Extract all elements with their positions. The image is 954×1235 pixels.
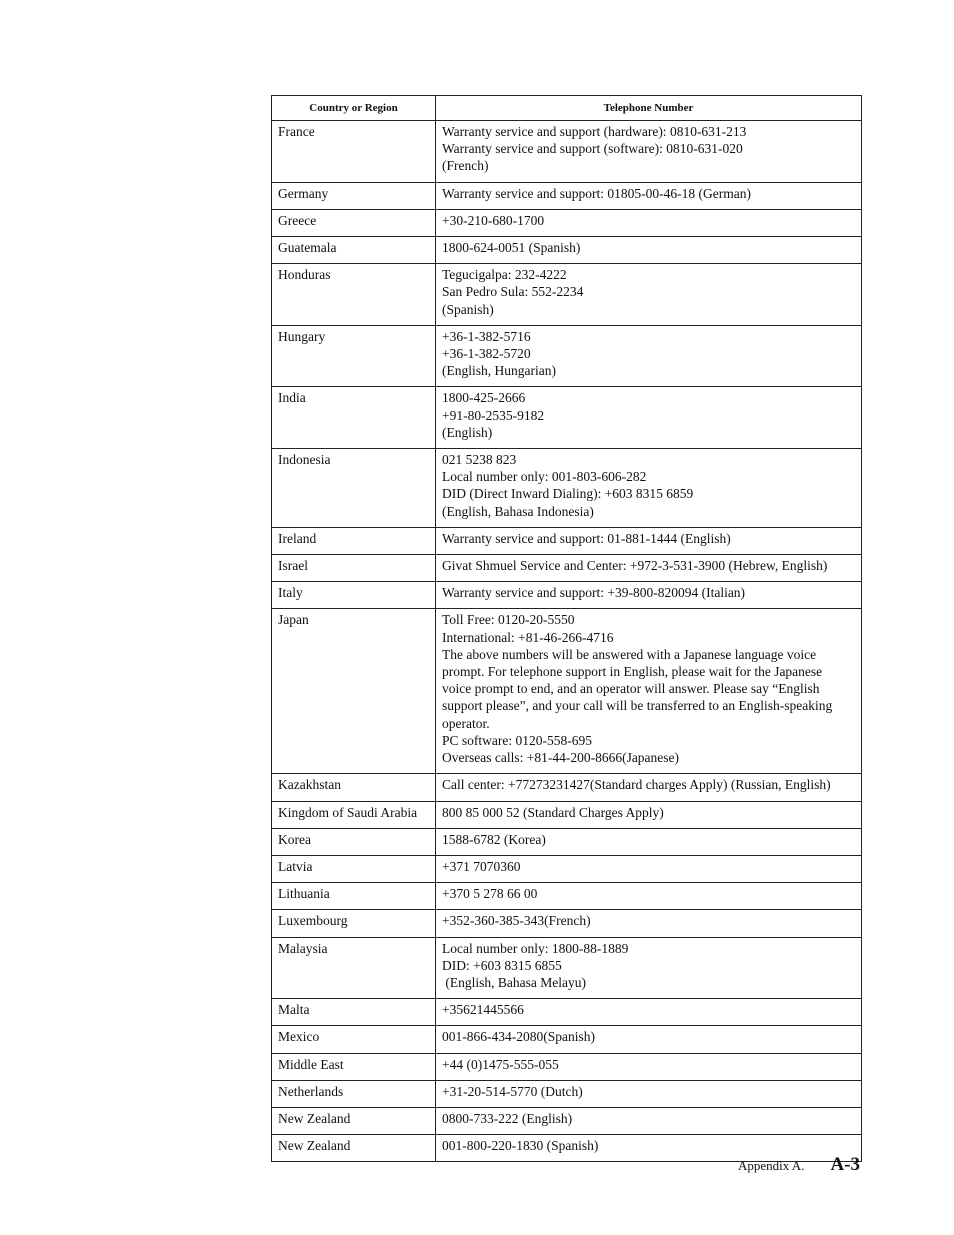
telephone-line: 1800-425-2666 <box>442 390 526 406</box>
telephone-cell <box>436 121 862 183</box>
country-cell: Ireland <box>272 527 436 554</box>
telephone-line: Warranty service and support: 01805-00-46-18 (German) <box>442 185 751 201</box>
telephone-line: support please”, and your call will be transferred to an English-speaking <box>442 698 833 714</box>
telephone-cell <box>436 582 862 609</box>
telephone-cell <box>436 828 862 855</box>
country-cell: Netherlands <box>272 1080 436 1107</box>
country-cell: Mexico <box>272 1026 436 1053</box>
header-country: Country or Region <box>272 96 436 121</box>
telephone-cell <box>436 387 862 449</box>
table-header <box>272 96 862 121</box>
telephone-line: +35621445566 <box>442 1002 524 1018</box>
telephone-cell <box>436 774 862 801</box>
table-row <box>272 1053 862 1080</box>
country-cell: Latvia <box>272 855 436 882</box>
telephone-cell <box>436 555 862 582</box>
table-row <box>272 999 862 1026</box>
telephone-line: DID (Direct Inward Dialing): +603 8315 6859 <box>442 486 694 502</box>
country-cell: France <box>272 121 436 183</box>
telephone-line: San Pedro Sula: 552-2234 <box>442 284 584 300</box>
telephone-cell <box>436 999 862 1026</box>
country-cell: Guatemala <box>272 237 436 264</box>
telephone-cell <box>436 209 862 236</box>
table-row <box>272 855 862 882</box>
telephone-line: voice prompt to end, and an operator will answer. Please say “English <box>442 681 820 697</box>
telephone-line: (English, Bahasa Indonesia) <box>442 503 594 519</box>
table-row <box>272 527 862 554</box>
telephone-line: +91-80-2535-9182 <box>442 407 545 423</box>
telephone-line: +352-360-385-343(French) <box>442 913 591 929</box>
country-cell: Malta <box>272 999 436 1026</box>
telephone-line: Givat Shmuel Service and Center: +972-3-531-3900 (Hebrew, English) <box>442 558 828 574</box>
telephone-cell <box>436 182 862 209</box>
telephone-line: prompt. For telephone support in English, please wait for the Japanese <box>442 664 823 680</box>
table-row <box>272 1026 862 1053</box>
telephone-cell <box>436 264 862 326</box>
country-cell: Germany <box>272 182 436 209</box>
country-cell: Indonesia <box>272 449 436 528</box>
telephone-line: Warranty service and support: 01-881-1444 (English) <box>442 530 731 546</box>
table-row <box>272 910 862 937</box>
telephone-cell <box>436 1026 862 1053</box>
telephone-line: +30-210-680-1700 <box>442 212 545 228</box>
telephone-cell <box>436 855 862 882</box>
telephone-cell <box>436 883 862 910</box>
country-cell: New Zealand <box>272 1135 436 1162</box>
telephone-line: operator. <box>442 715 490 731</box>
country-cell: India <box>272 387 436 449</box>
telephone-cell <box>436 609 862 774</box>
telephone-line: Local number only: 1800-88-1889 <box>442 940 629 956</box>
country-cell: Korea <box>272 828 436 855</box>
table-row <box>272 264 862 326</box>
country-cell: Middle East <box>272 1053 436 1080</box>
telephone-line: 0800-733-222 (English) <box>442 1110 573 1126</box>
country-cell: Hungary <box>272 325 436 387</box>
header-row <box>272 96 862 121</box>
table-row <box>272 1107 862 1134</box>
telephone-line: (French) <box>442 158 489 174</box>
telephone-line: 001-800-220-1830 (Spanish) <box>442 1138 599 1154</box>
page-footer <box>738 1154 860 1176</box>
telephone-cell <box>436 449 862 528</box>
telephone-line: +36-1-382-5716 <box>442 328 531 344</box>
telephone-line: Local number only: 001-803-606-282 <box>442 469 647 485</box>
telephone-cell <box>436 937 862 999</box>
telephone-line: 001-866-434-2080(Spanish) <box>442 1029 595 1045</box>
table-row <box>272 325 862 387</box>
country-cell: Israel <box>272 555 436 582</box>
telephone-line: Call center: +77273231427(Standard charges Apply) (Russian, English) <box>442 777 831 793</box>
table-row <box>272 582 862 609</box>
telephone-cell <box>436 325 862 387</box>
country-cell: New Zealand <box>272 1107 436 1134</box>
telephone-cell <box>436 910 862 937</box>
telephone-line: (English, Bahasa Melayu) <box>442 974 586 990</box>
country-cell: Malaysia <box>272 937 436 999</box>
telephone-line: +31-20-514-5770 (Dutch) <box>442 1083 583 1099</box>
table-row <box>272 387 862 449</box>
country-cell: Greece <box>272 209 436 236</box>
telephone-line: +36-1-382-5720 <box>442 346 531 362</box>
telephone-line: +44 (0)1475-555-055 <box>442 1056 559 1072</box>
country-cell: Kingdom of Saudi Arabia <box>272 801 436 828</box>
telephone-line: The above numbers will be answered with a Japanese language voice <box>442 646 817 662</box>
table-row <box>272 801 862 828</box>
table-body <box>272 121 862 1162</box>
table-row <box>272 883 862 910</box>
table-row <box>272 121 862 183</box>
telephone-cell <box>436 237 862 264</box>
country-cell: Lithuania <box>272 883 436 910</box>
telephone-line: Warranty service and support: +39-800-820094 (Italian) <box>442 585 746 601</box>
telephone-line: 1588-6782 (Korea) <box>442 831 546 847</box>
telephone-line: +370 5 278 66 00 <box>442 886 538 902</box>
telephone-cell <box>436 527 862 554</box>
telephone-cell <box>436 1080 862 1107</box>
telephone-line: Tegucigalpa: 232-4222 <box>442 267 567 283</box>
country-cell: Kazakhstan <box>272 774 436 801</box>
country-cell: Japan <box>272 609 436 774</box>
telephone-cell <box>436 1107 862 1134</box>
header-telephone: Telephone Number <box>436 96 862 121</box>
telephone-line: 800 85 000 52 (Standard Charges Apply) <box>442 804 664 820</box>
table-row <box>272 937 862 999</box>
country-cell: Honduras <box>272 264 436 326</box>
telephone-line: 021 5238 823 <box>442 452 517 468</box>
telephone-line: PC software: 0120-558-695 <box>442 732 592 748</box>
telephone-line: Toll Free: 0120-20-5550 <box>442 612 575 628</box>
footer-label: Appendix A. <box>737 1158 805 1173</box>
telephone-line: DID: +603 8315 6855 <box>442 957 562 973</box>
telephone-cell <box>436 801 862 828</box>
telephone-line: 1800-624-0051 (Spanish) <box>442 240 581 256</box>
telephone-line: Warranty service and support (software): 0810-631-020 <box>442 141 743 157</box>
table-row <box>272 609 862 774</box>
table-row <box>272 449 862 528</box>
page-number: A-3 <box>830 1154 860 1175</box>
telephone-line: +371 7070360 <box>442 858 521 874</box>
telephone-line: (Spanish) <box>442 301 494 317</box>
table-row <box>272 209 862 236</box>
table-row <box>272 1080 862 1107</box>
telephone-line: (English) <box>442 424 493 440</box>
telephone-line: Overseas calls: +81-44-200-8666(Japanese) <box>442 750 680 766</box>
telephone-cell <box>436 1053 862 1080</box>
table-row <box>272 237 862 264</box>
contact-table <box>271 95 862 1162</box>
telephone-line: International: +81-46-266-4716 <box>442 629 614 645</box>
table-row <box>272 774 862 801</box>
telephone-line: (English, Hungarian) <box>442 363 556 379</box>
table-row <box>272 182 862 209</box>
country-cell: Luxembourg <box>272 910 436 937</box>
table-row <box>272 828 862 855</box>
country-cell: Italy <box>272 582 436 609</box>
table-row <box>272 555 862 582</box>
telephone-line: Warranty service and support (hardware): 0810-631-213 <box>442 124 747 139</box>
